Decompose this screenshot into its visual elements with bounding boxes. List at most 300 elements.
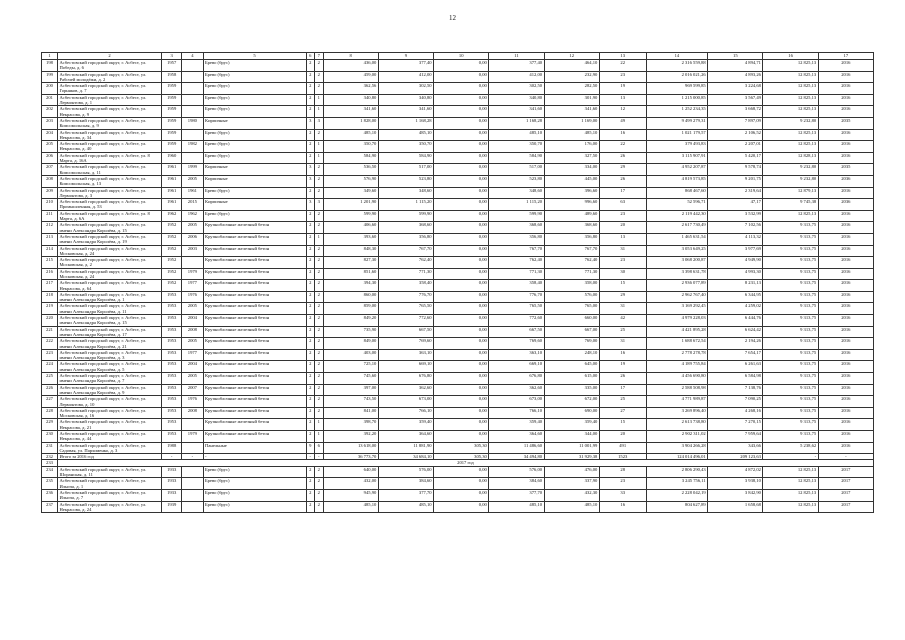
table-cell: 485,10: [378, 501, 433, 513]
table-cell: 0,00: [434, 175, 489, 187]
table-cell: 6 344,95: [708, 291, 763, 303]
table-cell: 1 201,90: [323, 199, 378, 211]
table-cell: 379 493,83: [646, 141, 708, 153]
table-cell: 0,00: [434, 384, 489, 396]
table-cell: 1: [42, 53, 58, 60]
table-cell: 765,00: [544, 303, 599, 315]
table-cell: 2016: [818, 257, 873, 269]
table-cell: Крупноблочные железный бетон: [203, 361, 306, 373]
table-cell: 12: [599, 106, 646, 118]
table-cell: 2: [306, 303, 315, 315]
table-cell: 2 316 559,88: [646, 60, 708, 72]
table-cell: 12: [544, 53, 599, 60]
table-cell: 2: [315, 396, 324, 408]
table-cell: 2016: [818, 315, 873, 327]
table-cell: 9 313,75: [763, 407, 818, 419]
table-cell: 234: [42, 466, 58, 478]
table-cell: 599,90: [378, 210, 433, 222]
table-cell: 23: [599, 257, 646, 269]
table-cell: 350,70: [378, 141, 433, 153]
table-cell: 9 232,80: [763, 164, 818, 176]
table-cell: 2: [315, 489, 324, 501]
housing-register-table: [41, 52, 874, 513]
table-cell: 9 232,80: [763, 117, 818, 129]
table-cell: 5: [203, 53, 306, 60]
table-cell: 31: [599, 303, 646, 315]
table-cell: 7 090,25: [708, 396, 763, 408]
table-cell: 2004: [182, 315, 203, 327]
table-row: [42, 373, 874, 385]
table-cell: 2: [315, 222, 324, 234]
table-cell: 363,10: [378, 349, 433, 361]
table-cell: -: [315, 454, 324, 460]
table-cell: Крупноблочные железный бетон: [203, 280, 306, 292]
table-cell: 1953: [162, 373, 182, 385]
table-cell: -: [763, 454, 818, 460]
table-cell: 34 494,80: [489, 454, 544, 460]
table-cell: Асбестовский городской округ, г. Асбест, ул. Некрасова, д. 21: [57, 419, 161, 431]
table-cell: 9 313,75: [763, 431, 818, 443]
table-cell: 2 016 021,26: [646, 71, 708, 83]
table-cell: 1952: [162, 233, 182, 245]
table-cell: Брево (брус): [203, 187, 306, 199]
table-cell: 396,60: [544, 187, 599, 199]
table-cell: 9 313,75: [763, 257, 818, 269]
table-cell: 584,90: [378, 152, 433, 164]
table-cell: Крупноблочные железный бетон: [203, 257, 306, 269]
table-cell: 210: [42, 199, 58, 211]
table-cell: 485,10: [323, 501, 378, 513]
table-cell: Асбестовский городской округ, г. Асбест, ул. имени Александра Королёва, д. 7: [57, 373, 161, 385]
table-cell: 209: [42, 187, 58, 199]
table-cell: Асбестовский городской округ, г. Асбест, ул. 8 Марта, д. 6А: [57, 210, 161, 222]
table-cell: 849,00: [323, 338, 378, 350]
table-cell: 364,60: [378, 431, 433, 443]
table-row: [42, 60, 874, 72]
table-cell: 359,40: [544, 419, 599, 431]
table-cell: 2016: [818, 361, 873, 373]
table-cell: 1961: [182, 187, 203, 199]
table-cell: 2: [315, 303, 324, 315]
table-cell: [182, 152, 203, 164]
table-cell: 848,30: [323, 245, 378, 257]
table-cell: 0,00: [434, 152, 489, 164]
table-cell: 4 993,30: [708, 268, 763, 280]
table-cell: 215: [42, 257, 58, 269]
table-cell: 2: [315, 407, 324, 419]
table-cell: 743,50: [323, 396, 378, 408]
table-cell: 231: [42, 442, 58, 454]
table-cell: 8 231,13: [708, 280, 763, 292]
table-cell: Крупноблочные железный бетон: [203, 268, 306, 280]
table-cell: [182, 501, 203, 513]
table-cell: 12 828,13: [763, 152, 818, 164]
table-cell: 2015: [182, 199, 203, 211]
table-cell: 4 949,90: [708, 257, 763, 269]
table-cell: 762,40: [489, 257, 544, 269]
table-cell: 669,10: [378, 361, 433, 373]
table-cell: Кирпичные: [203, 164, 306, 176]
table-cell: 12 879,13: [763, 187, 818, 199]
table-cell: 1959: [162, 106, 182, 118]
table-cell: 30: [599, 268, 646, 280]
table-cell: 3 068 200,87: [646, 257, 708, 269]
table-cell: 384,60: [489, 478, 544, 490]
table-cell: Асбестовский городской округ, г. Асбест, ул. имени Александра Королёва, д. 1: [57, 291, 161, 303]
table-cell: 436,00: [323, 60, 378, 72]
table-cell: Асбестовский городской округ, г. Асбест, ул. Лермонтова, д. 10: [57, 396, 161, 408]
table-cell: 1952: [162, 257, 182, 269]
table-cell: Асбестовский городской округ, г. Асбест, ул. имени Александра Королёва, д. 9: [57, 384, 161, 396]
table-cell: 9 313,75: [763, 396, 818, 408]
table-cell: 667,00: [544, 326, 599, 338]
table-cell: 29: [599, 291, 646, 303]
table-cell: 3: [306, 164, 315, 176]
table-cell: 3 567,49: [708, 94, 763, 106]
table-cell: 200: [42, 83, 58, 95]
table-cell: 301,90: [544, 94, 599, 106]
table-cell: -: [162, 454, 182, 460]
table-cell: 766,10: [489, 407, 544, 419]
table-row: [42, 349, 874, 361]
table-cell: 364,60: [489, 431, 544, 443]
table-cell: 769,00: [544, 338, 599, 350]
table-row: [42, 431, 874, 443]
table-cell: 377,40: [489, 60, 544, 72]
table-cell: 485,10: [378, 129, 433, 141]
table-cell: 358,00: [544, 280, 599, 292]
table-cell: 2036: [818, 175, 873, 187]
table-cell: 206: [42, 152, 58, 164]
table-cell: Асбестовский городской округ, г. Асбест, ул. Горняков, д. 7: [57, 83, 161, 95]
table-cell: Асбестовский городской округ, г. Асбест, ул. Промышленная, д. 53: [57, 199, 161, 211]
table-cell: 1953: [162, 338, 182, 350]
table-cell: Крупноблочные железный бетон: [203, 384, 306, 396]
table-cell: 1952: [162, 245, 182, 257]
table-cell: 6 444,76: [708, 315, 763, 327]
table-cell: 412,00: [378, 71, 433, 83]
table-cell: 0,00: [434, 268, 489, 280]
table-row: [42, 187, 874, 199]
table-cell: 3: [306, 117, 315, 129]
table-cell: 1953: [162, 419, 182, 431]
table-cell: 576,00: [489, 466, 544, 478]
table-cell: 232: [42, 454, 58, 460]
table-row: [42, 210, 874, 222]
table-cell: 23: [599, 478, 646, 490]
table-cell: 16: [599, 349, 646, 361]
table-cell: 7 138,76: [708, 384, 763, 396]
table-cell: 1961: [162, 175, 182, 187]
table-cell: 3 224,68: [708, 83, 763, 95]
table-cell: 2016: [818, 280, 873, 292]
table-cell: 1933: [162, 489, 182, 501]
table-cell: 2: [306, 361, 315, 373]
table-cell: 4 979 228,03: [646, 315, 708, 327]
table-cell: 2: [306, 373, 315, 385]
table-cell: 4 113,32: [708, 233, 763, 245]
table-cell: 397,00: [323, 384, 378, 396]
table-cell: 996,60: [544, 199, 599, 211]
table-cell: 22: [599, 60, 646, 72]
table-cell: 63: [599, 199, 646, 211]
table-cell: 343,66: [708, 442, 763, 454]
table-cell: 13 618,00: [323, 442, 378, 454]
table-cell: 7 959,64: [708, 431, 763, 443]
table-cell: Брево (брус): [203, 141, 306, 153]
table-cell: 3 668,72: [708, 106, 763, 118]
table-cell: 392,20: [323, 431, 378, 443]
table-cell: 219: [42, 303, 58, 315]
table-cell: 1999: [182, 164, 203, 176]
table-cell: Крупноблочные железный бетон: [203, 222, 306, 234]
table-cell: 769,60: [489, 338, 544, 350]
table-cell: 776,70: [378, 291, 433, 303]
table-cell: Асбестовский городской округ, г. Асбест, ул. Комсомольская, д. 13: [57, 175, 161, 187]
table-cell: 340,80: [489, 94, 544, 106]
table-cell: Асбестовский городской округ, г. Асбест, ул. Садовая, ул. Пархоменко, д. 3: [57, 442, 161, 454]
table-cell: 229: [42, 419, 58, 431]
table-cell: Асбестовский городской округ, г. Асбест, ул. имени Александра Королёва, д. 3: [57, 349, 161, 361]
table-cell: 220: [42, 315, 58, 327]
table-cell: Крупноблочные железный бетон: [203, 407, 306, 419]
table-cell: 1: [315, 106, 324, 118]
table-cell: Асбестовский городской округ, г. Асбест, ул. имени Александра Королёва, д. 11: [57, 303, 161, 315]
table-cell: Крупноблочные железный бетон: [203, 349, 306, 361]
table-cell: 305,30: [434, 454, 489, 460]
table-cell: 226: [42, 384, 58, 396]
table-cell: 26: [599, 175, 646, 187]
table-cell: 362,56: [323, 83, 378, 95]
table-cell: Асбестовский городской округ, г. Асбест, ул. имени Александра Королёва, д. 15: [57, 315, 161, 327]
table-cell: 673,00: [378, 396, 433, 408]
table-cell: 2: [306, 222, 315, 234]
table-cell: 1953: [162, 384, 182, 396]
table-cell: 2: [306, 210, 315, 222]
table-cell: 0,00: [434, 431, 489, 443]
table-cell: 645,00: [544, 361, 599, 373]
table-cell: 384,60: [378, 478, 433, 490]
table-cell: 485,10: [544, 129, 599, 141]
table-row: [42, 489, 874, 501]
table-cell: 2008: [182, 326, 203, 338]
table-cell: 804 627,89: [646, 501, 708, 513]
table-cell: 233: [42, 460, 58, 466]
table-cell: 4 819 573,85: [646, 175, 708, 187]
table-cell: 1 169,00: [544, 117, 599, 129]
table-cell: 12 825,13: [763, 466, 818, 478]
table-cell: 2035: [818, 164, 873, 176]
table-cell: 12 825,13: [763, 489, 818, 501]
table-cell: 445,00: [544, 175, 599, 187]
table-cell: 11 881,90: [378, 442, 433, 454]
table-cell: 2: [306, 83, 315, 95]
table-cell: 2005: [182, 303, 203, 315]
table-cell: 2: [306, 326, 315, 338]
table-cell: 350,70: [489, 141, 544, 153]
table-cell: 615,00: [544, 373, 599, 385]
table-cell: 2 613 738,80: [646, 419, 708, 431]
table-cell: 766,10: [378, 407, 433, 419]
table-cell: 17: [818, 53, 873, 60]
table-cell: 340,80: [323, 94, 378, 106]
table-cell: 28: [599, 466, 646, 478]
table-row: [42, 199, 874, 211]
table-cell: 2016: [818, 442, 873, 454]
table-cell: Асбестовский городской округ, г. Асбест, ул. имени Александра Королёва, д. 17: [57, 326, 161, 338]
table-cell: 9 313,75: [763, 268, 818, 280]
table-cell: 9 313,75: [763, 384, 818, 396]
table-cell: Брево (брус): [203, 478, 306, 490]
table-cell: 1959: [162, 83, 182, 95]
table-cell: 9: [306, 442, 315, 454]
table-cell: 2016: [818, 83, 873, 95]
table-cell: 232,90: [544, 71, 599, 83]
table-cell: 412,00: [489, 71, 544, 83]
table-row: [42, 466, 874, 478]
table-cell: 3 977,69: [708, 245, 763, 257]
table-row: [42, 478, 874, 490]
table-cell: 393,60: [323, 233, 378, 245]
table-cell: 849,20: [323, 315, 378, 327]
table-cell: 377,70: [489, 489, 544, 501]
table-cell: Асбестовский городской округ, г. Асбест, ул. Победы, д. 6: [57, 60, 161, 72]
table-cell: 827,30: [323, 257, 378, 269]
table-cell: 349,60: [323, 187, 378, 199]
table-cell: 225: [42, 373, 58, 385]
table-cell: Асбестовский городской округ, г. Асбест, ул. Некрасова, д. 24: [57, 501, 161, 513]
table-cell: 2: [315, 326, 324, 338]
table-cell: 2016: [818, 268, 873, 280]
table-cell: 2016: [818, 303, 873, 315]
table-cell: 2016: [818, 141, 873, 153]
table-cell: 9 313,75: [763, 233, 818, 245]
table-cell: 2: [306, 187, 315, 199]
table-cell: 2: [306, 407, 315, 419]
table-cell: 771,30: [378, 268, 433, 280]
table-cell: 394,30: [323, 280, 378, 292]
table-cell: 9 313,75: [763, 222, 818, 234]
table-cell: Крупноблочные железный бетон: [203, 315, 306, 327]
table-cell: 3 938,10: [708, 478, 763, 490]
table-cell: 13: [599, 94, 646, 106]
table-cell: 36 773,70: [323, 454, 378, 460]
table-cell: 23: [599, 210, 646, 222]
table-cell: 20: [599, 222, 646, 234]
table-cell: 2 962 767,40: [646, 291, 708, 303]
table-cell: 20: [599, 431, 646, 443]
table-cell: 2 588 508,98: [646, 384, 708, 396]
table-cell: 398,70: [323, 419, 378, 431]
table-cell: 2016: [818, 407, 873, 419]
table-cell: Брево (брус): [203, 466, 306, 478]
table-cell: Асбестовский городской округ, г. Асбест, ул. Некрасова, д. 34: [57, 129, 161, 141]
table-cell: 0,00: [434, 361, 489, 373]
table-cell: 248,10: [544, 349, 599, 361]
table-cell: 202: [42, 106, 58, 118]
table-cell: 672,00: [544, 396, 599, 408]
table-cell: 15: [599, 280, 646, 292]
table-cell: 236: [42, 489, 58, 501]
table-cell: 1962: [182, 210, 203, 222]
table-row: [42, 106, 874, 118]
table-cell: 0,00: [434, 291, 489, 303]
table-cell: 772,60: [489, 315, 544, 327]
table-cell: 1 252 234,35: [646, 106, 708, 118]
table-cell: 1957: [162, 60, 182, 72]
table-row: [42, 315, 874, 327]
table-cell: 584,90: [489, 152, 544, 164]
table-cell: 302,50: [489, 83, 544, 95]
table-cell: 485,10: [489, 129, 544, 141]
table-cell: 2: [306, 396, 315, 408]
table-cell: 485,10: [544, 501, 599, 513]
table-cell: 2 106,52: [708, 129, 763, 141]
table-cell: 945,90: [323, 489, 378, 501]
table-row: [42, 326, 874, 338]
table-cell: 11: [489, 53, 544, 60]
table-cell: 356,80: [544, 233, 599, 245]
table-cell: [182, 83, 203, 95]
table-cell: 1988: [162, 442, 182, 454]
table-row: [42, 222, 874, 234]
table-cell: 1: [315, 431, 324, 443]
table-cell: 576,00: [378, 466, 433, 478]
table-cell: Крупноблочные железный бетон: [203, 431, 306, 443]
table-cell: 0,00: [434, 501, 489, 513]
table-cell: 224: [42, 361, 58, 373]
table-cell: 2 936 077,89: [646, 280, 708, 292]
table-cell: 10: [434, 53, 489, 60]
table-cell: Крупноблочные железный бетон: [203, 396, 306, 408]
table-cell: 6 584,98: [708, 373, 763, 385]
table-row: [42, 268, 874, 280]
table-cell: 3 245 756,11: [646, 478, 708, 490]
table-cell: Асбестовский городской округ, г. Асбест, ул. Московская, д. 24: [57, 245, 161, 257]
table-cell: 2: [306, 71, 315, 83]
table-cell: 207: [42, 164, 58, 176]
table-cell: 2016: [818, 431, 873, 443]
table-cell: 776,70: [489, 291, 544, 303]
table-cell: 523,80: [489, 175, 544, 187]
table-cell: 489,60: [544, 210, 599, 222]
table-cell: 3 053 649,25: [646, 245, 708, 257]
table-cell: 3: [306, 199, 315, 211]
table-cell: 669,10: [489, 361, 544, 373]
table-cell: Брево (брус): [203, 129, 306, 141]
table-cell: 5 238,62: [763, 442, 818, 454]
table-cell: 2: [306, 106, 315, 118]
table-cell: Брево (брус): [203, 210, 306, 222]
table-cell: 2005: [182, 175, 203, 187]
table-cell: 1: [315, 141, 324, 153]
table-cell: 2: [57, 53, 161, 60]
table-cell: 2: [306, 431, 315, 443]
table-cell: Итого за 2016 год: [57, 454, 161, 460]
table-cell: 217: [42, 280, 58, 292]
table-cell: 6 261,63: [708, 361, 763, 373]
table-cell: 0,00: [434, 117, 489, 129]
table-cell: 2: [315, 349, 324, 361]
table-cell: 9 313,75: [763, 349, 818, 361]
table-cell: 363,10: [489, 349, 544, 361]
table-cell: 667,50: [378, 326, 433, 338]
table-cell: 341,60: [378, 106, 433, 118]
table-cell: -: [203, 454, 306, 460]
table-cell: 2: [315, 280, 324, 292]
table-cell: 2 319,64: [708, 187, 763, 199]
table-cell: 1976: [182, 291, 203, 303]
